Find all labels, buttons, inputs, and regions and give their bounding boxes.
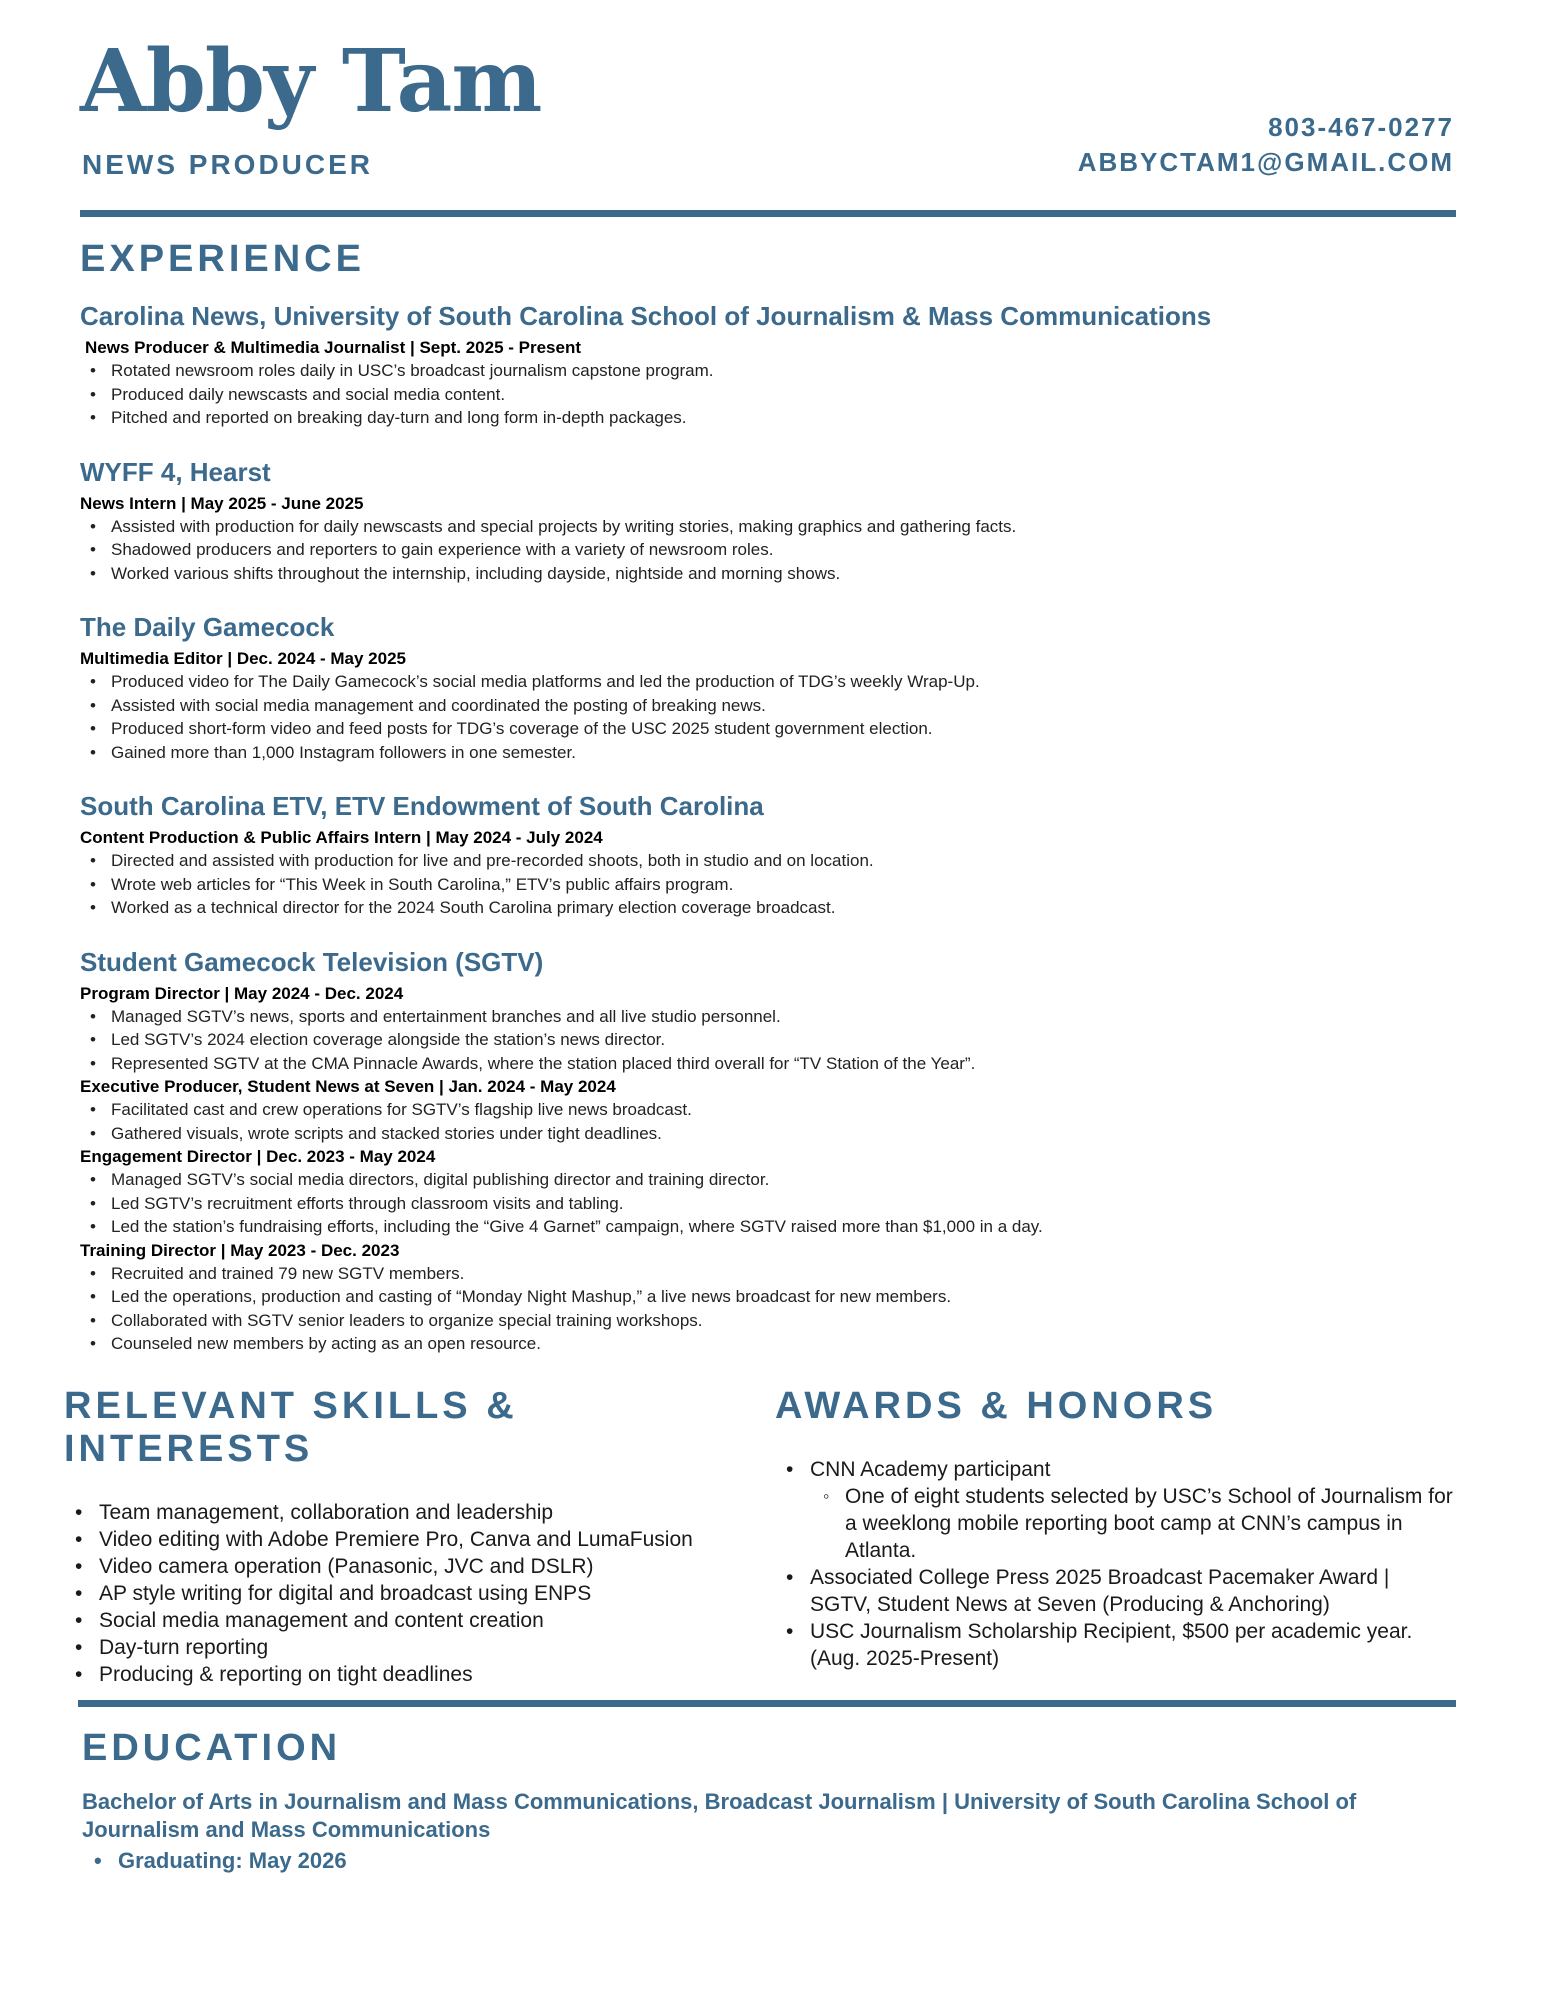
job-bullets	[80, 1168, 1470, 1239]
list-item: • Directed and assisted with production for live and pre-recorded shoots, both in studio and on location.	[111, 849, 1470, 873]
list-item: • Shadowed producers and reporters to gain experience with a variety of newsroom roles.	[111, 538, 1470, 562]
list-item: • Assisted with social media management and coordinated the posting of breaking news.	[111, 694, 1470, 718]
list-item: • Graduating: May 2026	[118, 1846, 1462, 1876]
job-bullets	[80, 1262, 1470, 1356]
job-bullets	[80, 670, 1470, 764]
job-bullets	[80, 849, 1470, 920]
job-bullets	[80, 515, 1470, 586]
list-item: • Managed SGTV’s news, sports and entertainment branches and all live studio personnel.	[111, 1005, 1470, 1029]
job-position: Executive Producer, Student News at Seven | Jan. 2024 - May 2024	[80, 1077, 616, 1096]
list-item: • Gained more than 1,000 Instagram followers in one semester.	[111, 741, 1470, 765]
skills-heading: RELEVANT SKILLS & INTERESTS	[64, 1385, 518, 1470]
list-item: • Assisted with production for daily newscasts and special projects by writing stories, making graphics and gathering facts.	[111, 515, 1470, 539]
job-bullets	[80, 1005, 1470, 1076]
list-item: • Gathered visuals, wrote scripts and stacked stories under tight deadlines.	[111, 1122, 1470, 1146]
contact-info	[1078, 110, 1454, 180]
job-position: Multimedia Editor | Dec. 2024 - May 2025	[80, 649, 406, 668]
list-item: • Produced video for The Daily Gamecock’s social media platforms and led the production of TDG’s weekly Wrap-Up.	[111, 670, 1470, 694]
education-heading: EDUCATION	[82, 1727, 342, 1769]
job-position: News Producer & Multimedia Journalist | Sept. 2025 - Present	[85, 338, 582, 357]
list-item: • AP style writing for digital and broadcast using ENPS	[99, 1580, 724, 1607]
job-organization: Student Gamecock Television (SGTV)	[80, 946, 544, 977]
email-address: ABBYCTAM1@GMAIL.COM	[1077, 147, 1454, 177]
job-position: Content Production & Public Affairs Intern | May 2024 - July 2024	[80, 828, 603, 847]
job-entry	[80, 945, 1470, 1356]
skills-section	[64, 1385, 724, 1688]
list-item: • Facilitated cast and crew operations for SGTV’s flagship live news broadcast.	[111, 1098, 1470, 1122]
experience-section	[80, 238, 1470, 1381]
job-bullets	[80, 359, 1470, 430]
awards-heading: AWARDS & HONORS	[775, 1385, 1218, 1427]
list-item: • Led SGTV’s recruitment efforts through classroom visits and tabling.	[111, 1192, 1470, 1216]
job-entry	[80, 610, 1470, 764]
list-item: • Produced short-form video and feed posts for TDG’s coverage of the USC 2025 student government election.	[111, 717, 1470, 741]
list-item: • Video editing with Adobe Premiere Pro, Canva and LumaFusion	[99, 1526, 724, 1553]
job-organization: Carolina News, University of South Carolina School of Journalism & Mass Communications	[80, 301, 1212, 331]
list-item: • Led SGTV’s 2024 election coverage alongside the station’s news director.	[111, 1028, 1470, 1052]
list-item: • Social media management and content creation	[99, 1607, 724, 1634]
job-position: Program Director | May 2024 - Dec. 2024	[80, 983, 404, 1003]
list-item: • Led the station’s fundraising efforts, including the “Give 4 Garnet” campaign, where SGTV raised more than $1,000 in a day.	[111, 1215, 1470, 1239]
job-entry	[80, 455, 1470, 586]
job-position: Training Director | May 2023 - Dec. 2023	[80, 1240, 400, 1260]
list-item: • USC Journalism Scholarship Recipient, $500 per academic year. (Aug. 2025-Present)	[810, 1618, 1455, 1672]
list-item: • Led the operations, production and casting of “Monday Night Mashup,” a live news broadcast for new members.	[111, 1285, 1470, 1309]
list-item: • Wrote web articles for “This Week in South Carolina,” ETV’s public affairs program.	[111, 873, 1470, 897]
awards-list	[775, 1456, 1455, 1672]
phone-number: 803-467-0277	[1268, 112, 1454, 142]
list-item: ◦ One of eight students selected by USC’s School of Journalism for a weeklong mobile reporting boot camp at CNN’s campus in Atlanta.	[845, 1483, 1455, 1564]
job-position: News Intern | May 2025 - June 2025	[80, 493, 364, 513]
header-divider	[80, 210, 1456, 217]
job-position: Engagement Director | Dec. 2023 - May 2024	[80, 1147, 436, 1166]
list-item: • Rotated newsroom roles daily in USC’s broadcast journalism capstone program.	[111, 359, 1470, 383]
job-entry	[80, 789, 1470, 920]
list-item: • Collaborated with SGTV senior leaders to organize special training workshops.	[111, 1309, 1470, 1333]
award-sublist	[810, 1483, 1455, 1564]
job-organization: The Daily Gamecock	[80, 612, 335, 642]
list-item: • Produced daily newscasts and social media content.	[111, 383, 1470, 407]
list-item: • Associated College Press 2025 Broadcast Pacemaker Award | SGTV, Student News at Seven (Producing & Anchoring)	[810, 1564, 1455, 1618]
list-item	[810, 1456, 1455, 1564]
list-item: • Worked as a technical director for the 2024 South Carolina primary election coverage broadcast.	[111, 896, 1470, 920]
job-organization: South Carolina ETV, ETV Endowment of South Carolina	[80, 791, 764, 821]
job-organization: WYFF 4, Hearst	[80, 456, 271, 487]
degree-title: Bachelor of Arts in Journalism and Mass Communications, Broadcast Journalism | University of South Carolina School of Journalism and Mass Communications	[82, 1789, 1357, 1842]
job-bullets	[80, 1098, 1470, 1145]
skills-list	[64, 1499, 724, 1688]
list-item: • Counseled new members by acting as an open resource.	[111, 1332, 1470, 1356]
awards-section	[775, 1385, 1455, 1672]
list-item: • Worked various shifts throughout the internship, including dayside, nightside and morning shows.	[111, 562, 1470, 586]
list-item: • Managed SGTV’s social media directors, digital publishing director and training director.	[111, 1168, 1470, 1192]
list-item: • Pitched and reported on breaking day-turn and long form in-depth packages.	[111, 406, 1470, 430]
list-item: • Represented SGTV at the CMA Pinnacle Awards, where the station placed third overall for “TV Station of the Year”.	[111, 1052, 1470, 1076]
list-item: • Producing & reporting on tight deadlines	[99, 1661, 724, 1688]
job-title: NEWS PRODUCER	[82, 149, 374, 180]
list-item: • Day-turn reporting	[99, 1634, 724, 1661]
list-item: • Recruited and trained 79 new SGTV members.	[111, 1262, 1470, 1286]
experience-heading: EXPERIENCE	[80, 238, 365, 280]
education-list	[82, 1846, 1462, 1876]
job-entry	[80, 299, 1470, 430]
education-divider	[78, 1700, 1456, 1707]
list-item: • Team management, collaboration and leadership	[99, 1499, 724, 1526]
education-section	[82, 1727, 1462, 1876]
award-title: CNN Academy participant	[810, 1458, 1051, 1481]
list-item: • Video camera operation (Panasonic, JVC and DSLR)	[99, 1553, 724, 1580]
candidate-name: Abby Tam	[80, 31, 542, 132]
